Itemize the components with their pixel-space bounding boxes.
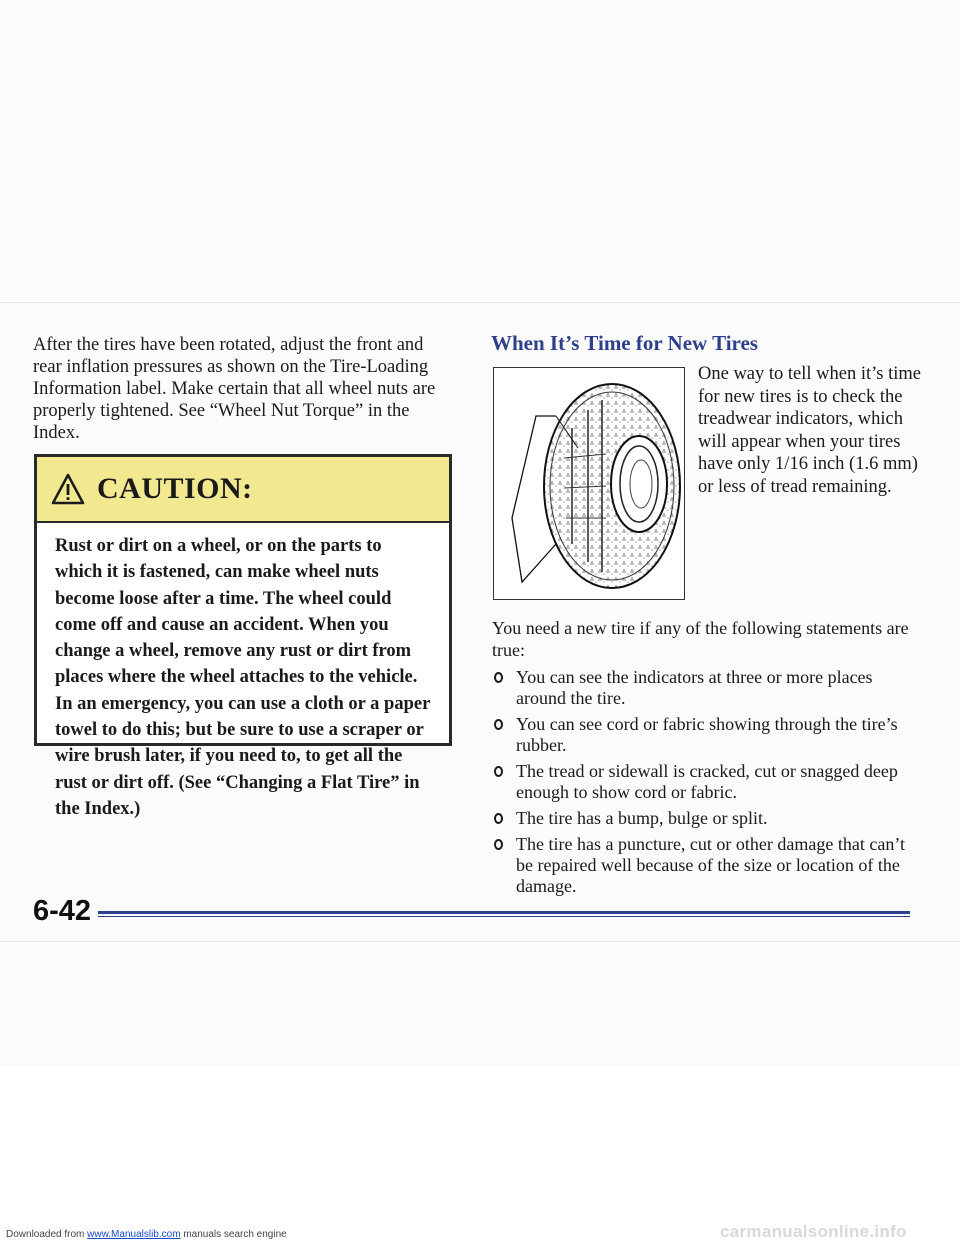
section-heading: When It’s Time for New Tires [491, 331, 758, 355]
caution-text: Rust or dirt on a wheel, or on the parts to which it is fastened, can make wheel nuts become loose after a time. The wheel could come off and cause an accident. When you change a wheel, remove any rust or dirt from places where the wheel attaches to the vehicle. In an emergency, you can use a cloth or a paper towel to do this; but be sure to use a scraper or wire brush later, if you need to, to get all the rust or dirt off. (See “Changing a Flat Tire” in the Index.) [55, 536, 430, 819]
caution-title: CAUTION: [97, 472, 253, 505]
list-item [492, 761, 922, 803]
caution-header [37, 457, 449, 523]
bullet-icon [494, 813, 503, 824]
list-item-text: The tire has a puncture, cut or other damage that can’t be repaired well because of the size or location of the damage. [516, 834, 906, 896]
list-item-text: You can see cord or fabric showing through the tire’s rubber. [516, 714, 898, 755]
tire-illustration [493, 367, 685, 600]
watermark: carmanualsonline.info [720, 1222, 907, 1241]
footer-divider-thin [98, 916, 910, 917]
list-item-text: The tread or sidewall is cracked, cut or snagged deep enough to show cord or fabric. [516, 761, 898, 802]
intro-paragraph: After the tires have been rotated, adjust the front and rear inflation pressures as shown on the Tire-Loading Information label. Make certain that all wheel nuts are properly tightened. See “Wheel Nut Torque” in the Index. [33, 335, 436, 443]
download-suffix: manuals search engine [183, 1229, 287, 1240]
page-number: 6-42 [33, 895, 92, 927]
list-item [492, 808, 922, 829]
warning-triangle-icon [51, 473, 85, 505]
manualslib-link[interactable]: www.Manualslib.com [87, 1229, 181, 1240]
bottom-divider [0, 941, 960, 942]
treadwear-description: One way to tell when it’s time for new tires is to check the treadwear indicators, which will appear when your tires have only 1/16 inch (1.6 mm) or less of tread remaining. [698, 364, 921, 497]
bullet-icon [494, 766, 503, 777]
list-item-text: You can see the indicators at three or more places around the tire. [516, 667, 873, 708]
bullet-icon [494, 719, 503, 730]
list-item [492, 667, 922, 709]
top-divider [0, 302, 960, 303]
footer-divider [98, 911, 910, 914]
caution-box [34, 454, 452, 819]
new-tire-intro: You need a new tire if any of the following statements are true: [492, 618, 909, 660]
tire-drawing-icon [494, 368, 683, 598]
download-prefix: Downloaded from [6, 1229, 85, 1240]
list-item-text: The tire has a bump, bulge or split. [516, 808, 768, 828]
bullet-icon [494, 839, 503, 850]
list-item [492, 714, 922, 756]
list-item [492, 834, 922, 897]
bullet-icon [494, 672, 503, 683]
new-tire-conditions-list [492, 667, 922, 902]
download-note [6, 1229, 287, 1240]
